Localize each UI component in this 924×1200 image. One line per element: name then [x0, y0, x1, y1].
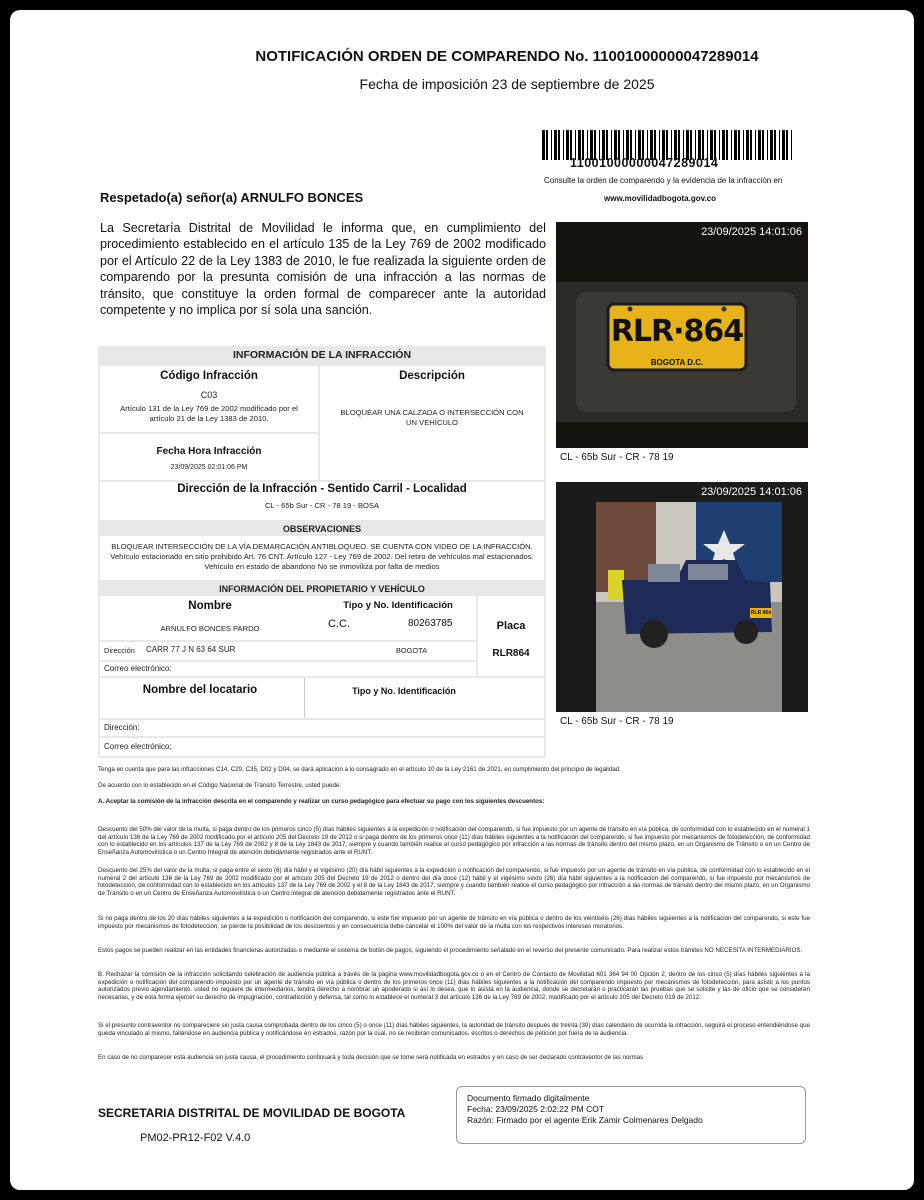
barcode-bar [546, 130, 548, 160]
barcode-bar [746, 130, 749, 160]
infraction-section-title: INFORMACIÓN DE LA INFRACCIÓN [232, 349, 412, 361]
owner-id-label: Tipo y No. Identificación [343, 600, 453, 611]
fine-print-no-discount: Si no paga dentro de los 20 días hábiles siguientes a la expedición o notificación del comparendo, si este fue impuesto por un agente de tránsito en vía pública o dentro de los veintiséis (26) días hábiles siguientes a la notificación del comparendo, si este fue impuesto por mecanismos de fotodetección, se pierde la posibilidad de los descuentos y en consecuencia debe cancelar el 100% del valor de la multa con los respectivos intereses moratorios. [98, 915, 810, 930]
barcode-bar [542, 130, 545, 160]
vehicle-plate-text: RLR 864 [750, 610, 771, 616]
description-label: Descripción [399, 370, 465, 382]
signature-reason: Razón: Firmado por el agente Erik Zamir Colmenares Delgado [467, 1115, 703, 1125]
photo-caption: CL - 65b Sur - CR - 78 19 [556, 712, 808, 732]
lessee-name-label: Nombre del locatario [142, 684, 258, 696]
infraction-description: BLOQUEAR UNA CALZADA O INTERSECCIÓN CON UN VEHÍCULO [340, 408, 524, 427]
fine-print-option-b: B. Rechazar la comisión de la infracción solicitando celebración de audiencia pública a través de la página www.movilidadbogota.gov.co o en el Centro de Contacto de Movilidad 601 364 94 00 Opción 2, dentro de los cinco (5) días hábiles siguientes a la expedición o notificación del comparendo impuesto por un agente de tránsito en vía pública o dentro de los primeros once (11) días hábiles siguientes a la notificación del comparendo impuesto por mecanismos de fotodetección, para asistir a los puntos autorizados previo agendamiento. usted no requiere de intermediarios, tendrá derecho a nombrar un apoderado si así lo desea, que lo asista en la audiencia, donde se decretarán o practicarán las pruebas que se solicite y las de oficio que se consideren necesarias, y de esta forma ejercer su derecho de impugnación, contradicción y defensa, tal como lo establece el numeral 3 del artículo 136 de la Ley 769 de 2002, modificado por el artículo 205 del Decreto 019 de 2012. [98, 971, 810, 1001]
document-title: NOTIFICACIÓN ORDEN DE COMPARENDO No. 11001000000047289014 [255, 48, 759, 65]
barcode-bar [563, 130, 564, 160]
owner-name: ARNULFO BONCES PARDO [160, 624, 260, 633]
owner-name-label: Nombre [188, 600, 232, 612]
barcode-bar [731, 130, 732, 160]
consult-text: Consulte la orden de comparendo y la evidencia de la infracción en [544, 176, 783, 185]
owner-address-label: Dirección [104, 646, 135, 655]
observations-cell [100, 536, 544, 580]
barcode-bar [758, 130, 761, 160]
plate-text: RLR·864 [610, 314, 744, 349]
barcode-bar [722, 130, 725, 160]
vehicle-image [556, 482, 808, 732]
barcode-bar [786, 130, 788, 160]
website-link[interactable]: www.movilidadbogota.gov.co [604, 194, 717, 203]
plate-cell [478, 596, 544, 676]
observations-text: BLOQUEAR INTERSECCIÓN DE LA VÍA DEMARCACIÓN ANTIBLOQUEO. SE CUENTA CON VIDEO DE LA INFRACCIÓN. Vehículo estacionado en sitio prohibido Art. 76 CNT. Artículo 127 - Ley 769 de 2002. Del retiro de vehículos mal estacionados. Vehículo en estado de abandono No se inmoviliza por falta de medios [110, 542, 534, 571]
barcode-bar [726, 130, 728, 160]
owner-address: CARR 77 J N 63 64 SUR [146, 645, 236, 654]
lessee-id-label: Tipo y No. Identificación [352, 686, 456, 696]
owner-plate: RLR864 [492, 648, 530, 659]
owner-address-cell [100, 642, 476, 660]
description-cell [320, 366, 544, 480]
owner-email-cell [100, 662, 476, 676]
imposition-date: Fecha de imposición 23 de septiembre de 2025 [359, 76, 655, 92]
digital-signature-box [456, 1086, 806, 1144]
owner-id-type: C.C. [328, 618, 350, 630]
datetime-cell [100, 434, 318, 480]
address-label: Dirección de la Infracción - Sentido Carril - Localidad [177, 483, 467, 495]
datetime-label: Fecha Hora Infracción [156, 446, 262, 457]
barcode-bar [750, 130, 752, 160]
fine-print-option-a: A. Aceptar la comisión de la infracción descrita en el comparendo y realizar un curso pedagógico para efectuar su pago con los siguientes descuentos: [98, 798, 545, 805]
code-note: Artículo 131 de la Ley 769 de 2002 modificado por el artículo 21 de la Ley 1383 de 2010. [120, 404, 298, 423]
lessee-address-label: Dirección: [104, 723, 140, 732]
lessee-email-label: Correo electrónico: [104, 742, 172, 751]
evidence-photo-plate[interactable] [556, 222, 808, 468]
lessee-divider [304, 678, 305, 718]
barcode-bar [782, 130, 785, 160]
barcode-bar [719, 130, 720, 160]
lessee-email-cell [100, 738, 544, 756]
barcode-number: 11001000000047289014 [570, 156, 719, 170]
fine-print-payments: Estos pagos se pueden realizar en las entidades financieras autorizadas o mediante el sistema de botón de pagos, siguiendo el procedimiento señalado en el reverso del presente comunicado. Para realizar estos trámites NO NECESITA INTERMEDIARIOS. [98, 947, 803, 954]
barcode-bar [554, 130, 557, 160]
footer-form-code: PM02-PR12-F02 V.4.0 [140, 1132, 251, 1144]
barcode-bar [566, 130, 569, 160]
lessee-cell [100, 678, 544, 718]
owner-id-number: 80263785 [408, 618, 453, 629]
owner-email-label: Correo electrónico: [104, 664, 172, 673]
fine-print-continuation: En caso de no comparecer esta audiencia sin justa causa, el procedimiento continuará y toda decisión que se tome será notificada en estrados y en caso de ser declarado contraventor de las normas [98, 1054, 644, 1061]
barcode-bar [762, 130, 764, 160]
intro-paragraph: La Secretaría Distrital de Movilidad le informa que, en cumplimiento del procedimiento establecido en el artículo 135 de la Ley 769 de 2002 modificado por el Artículo 22 de la Ley 1383 de 2010, le fue realizada la siguiente orden de comparendo por la presunta comisión de una infracción a las normas de tránsito, que constituye la orden formal de comparecer ante la autoridad competente y no implica por sí sola una sanción. [100, 221, 546, 318]
fine-print-discount-25: Descuento del 25% del valor de la multa, si paga entre el sexto (6) día hábil y el vigésimo (20) día hábil siguientes a la expedición o notificación del comparendo, si fue impuesto por un agente de tránsito en vía pública, de conformidad con lo establecido en el numeral 2 del artículo 136 de la Ley 769 de 2002 modificado por el artículo 205 del Decreto 19 de 2012 o dentro del día doce (12) hábil y el vigésimo sexto (26) día hábil siguientes a la notificación del comparendo, si fue impuesto por mecanismos de fotodetección, de conformidad con lo establecido en los artículos 137 de la Ley 769 de 2002 y el 8 de la Ley 1843 de 2017, siempre y cuando también realice el curso pedagógico por infracción a las normas de tránsito dentro del mismo plazo, en un Organismo de Tránsito o en un Centro de Enseñanza Automovilística o un Centro integral de atención debidamente registrados ante el RUNT. [98, 867, 810, 897]
barcode-bar [558, 130, 560, 160]
observations-title: OBSERVACIONES [282, 524, 362, 534]
infraction-info-box [98, 346, 546, 758]
barcode-bar [755, 130, 756, 160]
fine-print-discount-50: Descuento del 50% del valor de la multa, si paga dentro de los primeros cinco (5) días hábiles siguientes a la expedición o notificación del comparendo, si fue impuesto por un agente de tránsito en vía pública, de conformidad con lo establecido en el numeral 1 del artículo 136 de la Ley 769 de 2002 modificado por el artículo 205 del Decreto 19 de 2012 o si paga dentro de los primeros once (11) días hábiles siguientes a la notificación del comparendo, si fue impuesto por mecanismos de fotodetección, de conformidad con lo establecido en los artículos 137 de la Ley 769 de 2002 y 8 de la Ley 1843 de 2017, siempre y cuando también realice el curso pedagógico por infracción a las normas de tránsito dentro del mismo plazo, en un Organismo de Tránsito o en un Centro de Enseñanza Automovilística o un Centro Integral de atención debidamente registrados ante el RUNT. [98, 826, 810, 856]
barcode-bar [738, 130, 740, 160]
barcode-bar [551, 130, 552, 160]
barcode-bar [743, 130, 744, 160]
fine-print-no-appearance: Si el presunto contraventor no compareciere sin justa causa comprobada dentro de los cinco (5) o once (11) días hábiles siguientes, la autoridad de tránsito después de treinta (30) días calendario de ocurrida la infracción, seguirá el proceso entendiéndose que queda vinculado al mismo, fallándose en audiencia pública y notificándose en estrados, razón por la cual, no se recibirán comunicados, escritos o derechos de petición por fuera de la audiencia. [98, 1022, 810, 1037]
owner-city: BOGOTA [396, 646, 428, 655]
infraction-address: CL - 65b Sur - CR - 78 19 - BOSA [264, 501, 380, 510]
code-cell [100, 366, 318, 432]
evidence-photo-vehicle[interactable] [556, 482, 808, 732]
code-label: Código Infracción [160, 370, 258, 382]
infraction-datetime: 23/09/2025 02:01:06 PM [170, 464, 248, 471]
document-page [10, 10, 914, 1190]
photo-timestamp: 23/09/2025 14:01:06 [701, 486, 802, 498]
photo-caption: CL - 65b Sur - CR - 78 19 [556, 448, 808, 468]
barcode-bar [734, 130, 737, 160]
signature-title: Documento firmado digitalmente [467, 1093, 590, 1103]
greeting: Respetado(a) señor(a) ARNULFO BONCES [100, 190, 364, 205]
photo-timestamp: 23/09/2025 14:01:06 [701, 226, 802, 238]
fine-print-legality: Tenga en cuenta que para las infracciones C14, C29, C35, D02 y D04, se dará aplicación a lo consagrado en el artículo 10 de la Ley 2161 de 2021, en cumplimiento del principio de legalidad. [98, 766, 621, 773]
plate-label: Placa [496, 620, 526, 632]
owner-section-title: INFORMACIÓN DEL PROPIETARIO Y VEHÍCULO [219, 584, 425, 594]
lessee-address-cell [100, 720, 544, 736]
barcode-bar [767, 130, 768, 160]
owner-name-cell [100, 596, 476, 640]
footer-organization: SECRETARIA DISTRITAL DE MOVILIDAD DE BOGOTA [98, 1106, 406, 1120]
fine-print-intro: De acuerdo con lo establecido en el Código Nacional de Tránsito Terrestre, usted puede: [98, 782, 342, 789]
barcode-bar [779, 130, 780, 160]
barcode-bar [791, 130, 792, 160]
plate-city: BOGOTA D.C. [650, 358, 704, 367]
barcode-bar [774, 130, 776, 160]
infraction-code: C03 [200, 390, 218, 400]
signature-date: Fecha: 23/09/2025 2:02:22 PM COT [467, 1104, 605, 1114]
address-cell [100, 482, 544, 520]
barcode-bar [770, 130, 773, 160]
